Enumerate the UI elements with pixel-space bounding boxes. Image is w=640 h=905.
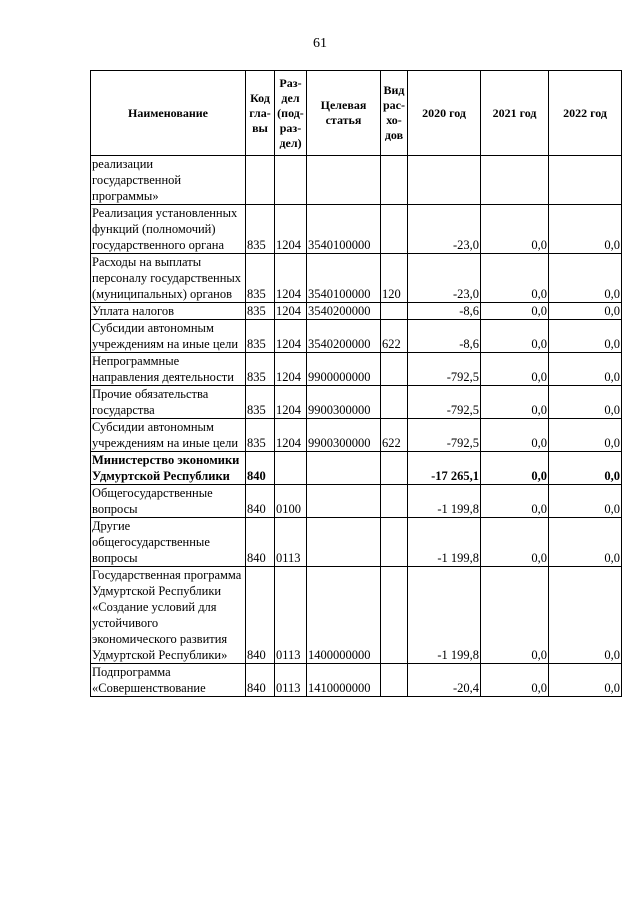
cell-target: 3540200000 <box>307 320 381 353</box>
cell-section: 1204 <box>275 303 307 320</box>
cell-code: 835 <box>246 205 275 254</box>
cell-2021: 0,0 <box>481 567 549 664</box>
cell-2022: 0,0 <box>549 452 622 485</box>
header-target: Целевая статья <box>307 71 381 156</box>
cell-name: Субсидии автономным учреждениям на иные цели <box>91 320 246 353</box>
cell-target <box>307 156 381 205</box>
budget-table <box>90 70 622 697</box>
cell-section: 0113 <box>275 567 307 664</box>
cell-target: 1410000000 <box>307 664 381 697</box>
cell-target: 3540200000 <box>307 303 381 320</box>
cell-2021: 0,0 <box>481 485 549 518</box>
table-row <box>91 518 622 567</box>
cell-section: 0113 <box>275 664 307 697</box>
table-row <box>91 386 622 419</box>
header-name: Наименование <box>91 71 246 156</box>
cell-type <box>381 567 408 664</box>
cell-2020: -23,0 <box>408 254 481 303</box>
cell-2022: 0,0 <box>549 320 622 353</box>
cell-2020: -20,4 <box>408 664 481 697</box>
cell-2021: 0,0 <box>481 386 549 419</box>
cell-section: 1204 <box>275 254 307 303</box>
cell-target: 9900300000 <box>307 419 381 452</box>
cell-2022: 0,0 <box>549 518 622 567</box>
cell-section: 1204 <box>275 419 307 452</box>
cell-name: Субсидии автономным учреждениям на иные цели <box>91 419 246 452</box>
cell-section: 1204 <box>275 386 307 419</box>
cell-2020: -792,5 <box>408 386 481 419</box>
cell-2021: 0,0 <box>481 254 549 303</box>
cell-type <box>381 386 408 419</box>
cell-2020: -792,5 <box>408 353 481 386</box>
cell-2020: -8,6 <box>408 303 481 320</box>
page-number: 61 <box>313 36 327 51</box>
table-row <box>91 303 622 320</box>
cell-2022: 0,0 <box>549 386 622 419</box>
cell-name: реализации государственной программы» <box>91 156 246 205</box>
cell-2020: -1 199,8 <box>408 485 481 518</box>
cell-name: Прочие обязательства государства <box>91 386 246 419</box>
cell-target: 3540100000 <box>307 205 381 254</box>
cell-code: 835 <box>246 254 275 303</box>
cell-section <box>275 156 307 205</box>
cell-code: 840 <box>246 567 275 664</box>
cell-type: 622 <box>381 320 408 353</box>
cell-2021: 0,0 <box>481 518 549 567</box>
cell-2022: 0,0 <box>549 419 622 452</box>
cell-code: 840 <box>246 452 275 485</box>
table-row <box>91 254 622 303</box>
cell-2022: 0,0 <box>549 664 622 697</box>
cell-section: 0100 <box>275 485 307 518</box>
cell-2022 <box>549 156 622 205</box>
cell-name: Министерство экономики Удмуртской Республики <box>91 452 246 485</box>
table-row <box>91 567 622 664</box>
cell-code: 835 <box>246 320 275 353</box>
cell-target: 1400000000 <box>307 567 381 664</box>
cell-name: Общегосударственные вопросы <box>91 485 246 518</box>
cell-target <box>307 452 381 485</box>
cell-type <box>381 518 408 567</box>
cell-code <box>246 156 275 205</box>
cell-section: 1204 <box>275 353 307 386</box>
cell-2022: 0,0 <box>549 254 622 303</box>
cell-code: 840 <box>246 518 275 567</box>
cell-2020: -17 265,1 <box>408 452 481 485</box>
cell-2022: 0,0 <box>549 205 622 254</box>
table-row <box>91 320 622 353</box>
cell-name: Непрограммные направления деятельности <box>91 353 246 386</box>
cell-name: Подпрограмма «Совершенствование <box>91 664 246 697</box>
table-row <box>91 353 622 386</box>
cell-2022: 0,0 <box>549 353 622 386</box>
cell-2022: 0,0 <box>549 567 622 664</box>
cell-2020 <box>408 156 481 205</box>
header-2022: 2022 год <box>549 71 622 156</box>
cell-target <box>307 485 381 518</box>
cell-code: 835 <box>246 386 275 419</box>
cell-2022: 0,0 <box>549 303 622 320</box>
table-row <box>91 452 622 485</box>
cell-name: Другие общегосударственные вопросы <box>91 518 246 567</box>
cell-type <box>381 485 408 518</box>
cell-type <box>381 353 408 386</box>
cell-name: Реализация установленных функций (полномочий) государственного органа <box>91 205 246 254</box>
cell-section: 0113 <box>275 518 307 567</box>
cell-code: 840 <box>246 485 275 518</box>
cell-section: 1204 <box>275 205 307 254</box>
cell-2021 <box>481 156 549 205</box>
cell-target: 3540100000 <box>307 254 381 303</box>
cell-code: 835 <box>246 353 275 386</box>
cell-type: 120 <box>381 254 408 303</box>
cell-code: 840 <box>246 664 275 697</box>
cell-2022: 0,0 <box>549 485 622 518</box>
cell-type <box>381 303 408 320</box>
cell-type <box>381 156 408 205</box>
header-2021: 2021 год <box>481 71 549 156</box>
cell-target: 9900000000 <box>307 353 381 386</box>
table-row <box>91 485 622 518</box>
cell-2020: -8,6 <box>408 320 481 353</box>
table-header-row <box>91 71 622 156</box>
table-body <box>91 156 622 697</box>
header-2020: 2020 год <box>408 71 481 156</box>
cell-2021: 0,0 <box>481 452 549 485</box>
cell-section <box>275 452 307 485</box>
table-row <box>91 664 622 697</box>
cell-section: 1204 <box>275 320 307 353</box>
cell-2020: -23,0 <box>408 205 481 254</box>
cell-2020: -1 199,8 <box>408 518 481 567</box>
cell-2020: -792,5 <box>408 419 481 452</box>
cell-target: 9900300000 <box>307 386 381 419</box>
header-section: Раз-дел (под-раз-дел) <box>275 71 307 156</box>
table-row <box>91 156 622 205</box>
header-type: Вид рас-хо-дов <box>381 71 408 156</box>
cell-2021: 0,0 <box>481 205 549 254</box>
header-code: Код гла-вы <box>246 71 275 156</box>
cell-type <box>381 664 408 697</box>
cell-code: 835 <box>246 303 275 320</box>
cell-2021: 0,0 <box>481 320 549 353</box>
cell-2021: 0,0 <box>481 353 549 386</box>
cell-target <box>307 518 381 567</box>
cell-type: 622 <box>381 419 408 452</box>
cell-name: Государственная программа Удмуртской Республики «Создание условий для устойчивого экономического развития Удмуртской Республики» <box>91 567 246 664</box>
cell-2021: 0,0 <box>481 664 549 697</box>
cell-name: Уплата налогов <box>91 303 246 320</box>
cell-type <box>381 452 408 485</box>
cell-type <box>381 205 408 254</box>
cell-code: 835 <box>246 419 275 452</box>
cell-name: Расходы на выплаты персоналу государственных (муниципальных) органов <box>91 254 246 303</box>
table-row <box>91 205 622 254</box>
cell-2020: -1 199,8 <box>408 567 481 664</box>
cell-2021: 0,0 <box>481 419 549 452</box>
cell-2021: 0,0 <box>481 303 549 320</box>
table-row <box>91 419 622 452</box>
